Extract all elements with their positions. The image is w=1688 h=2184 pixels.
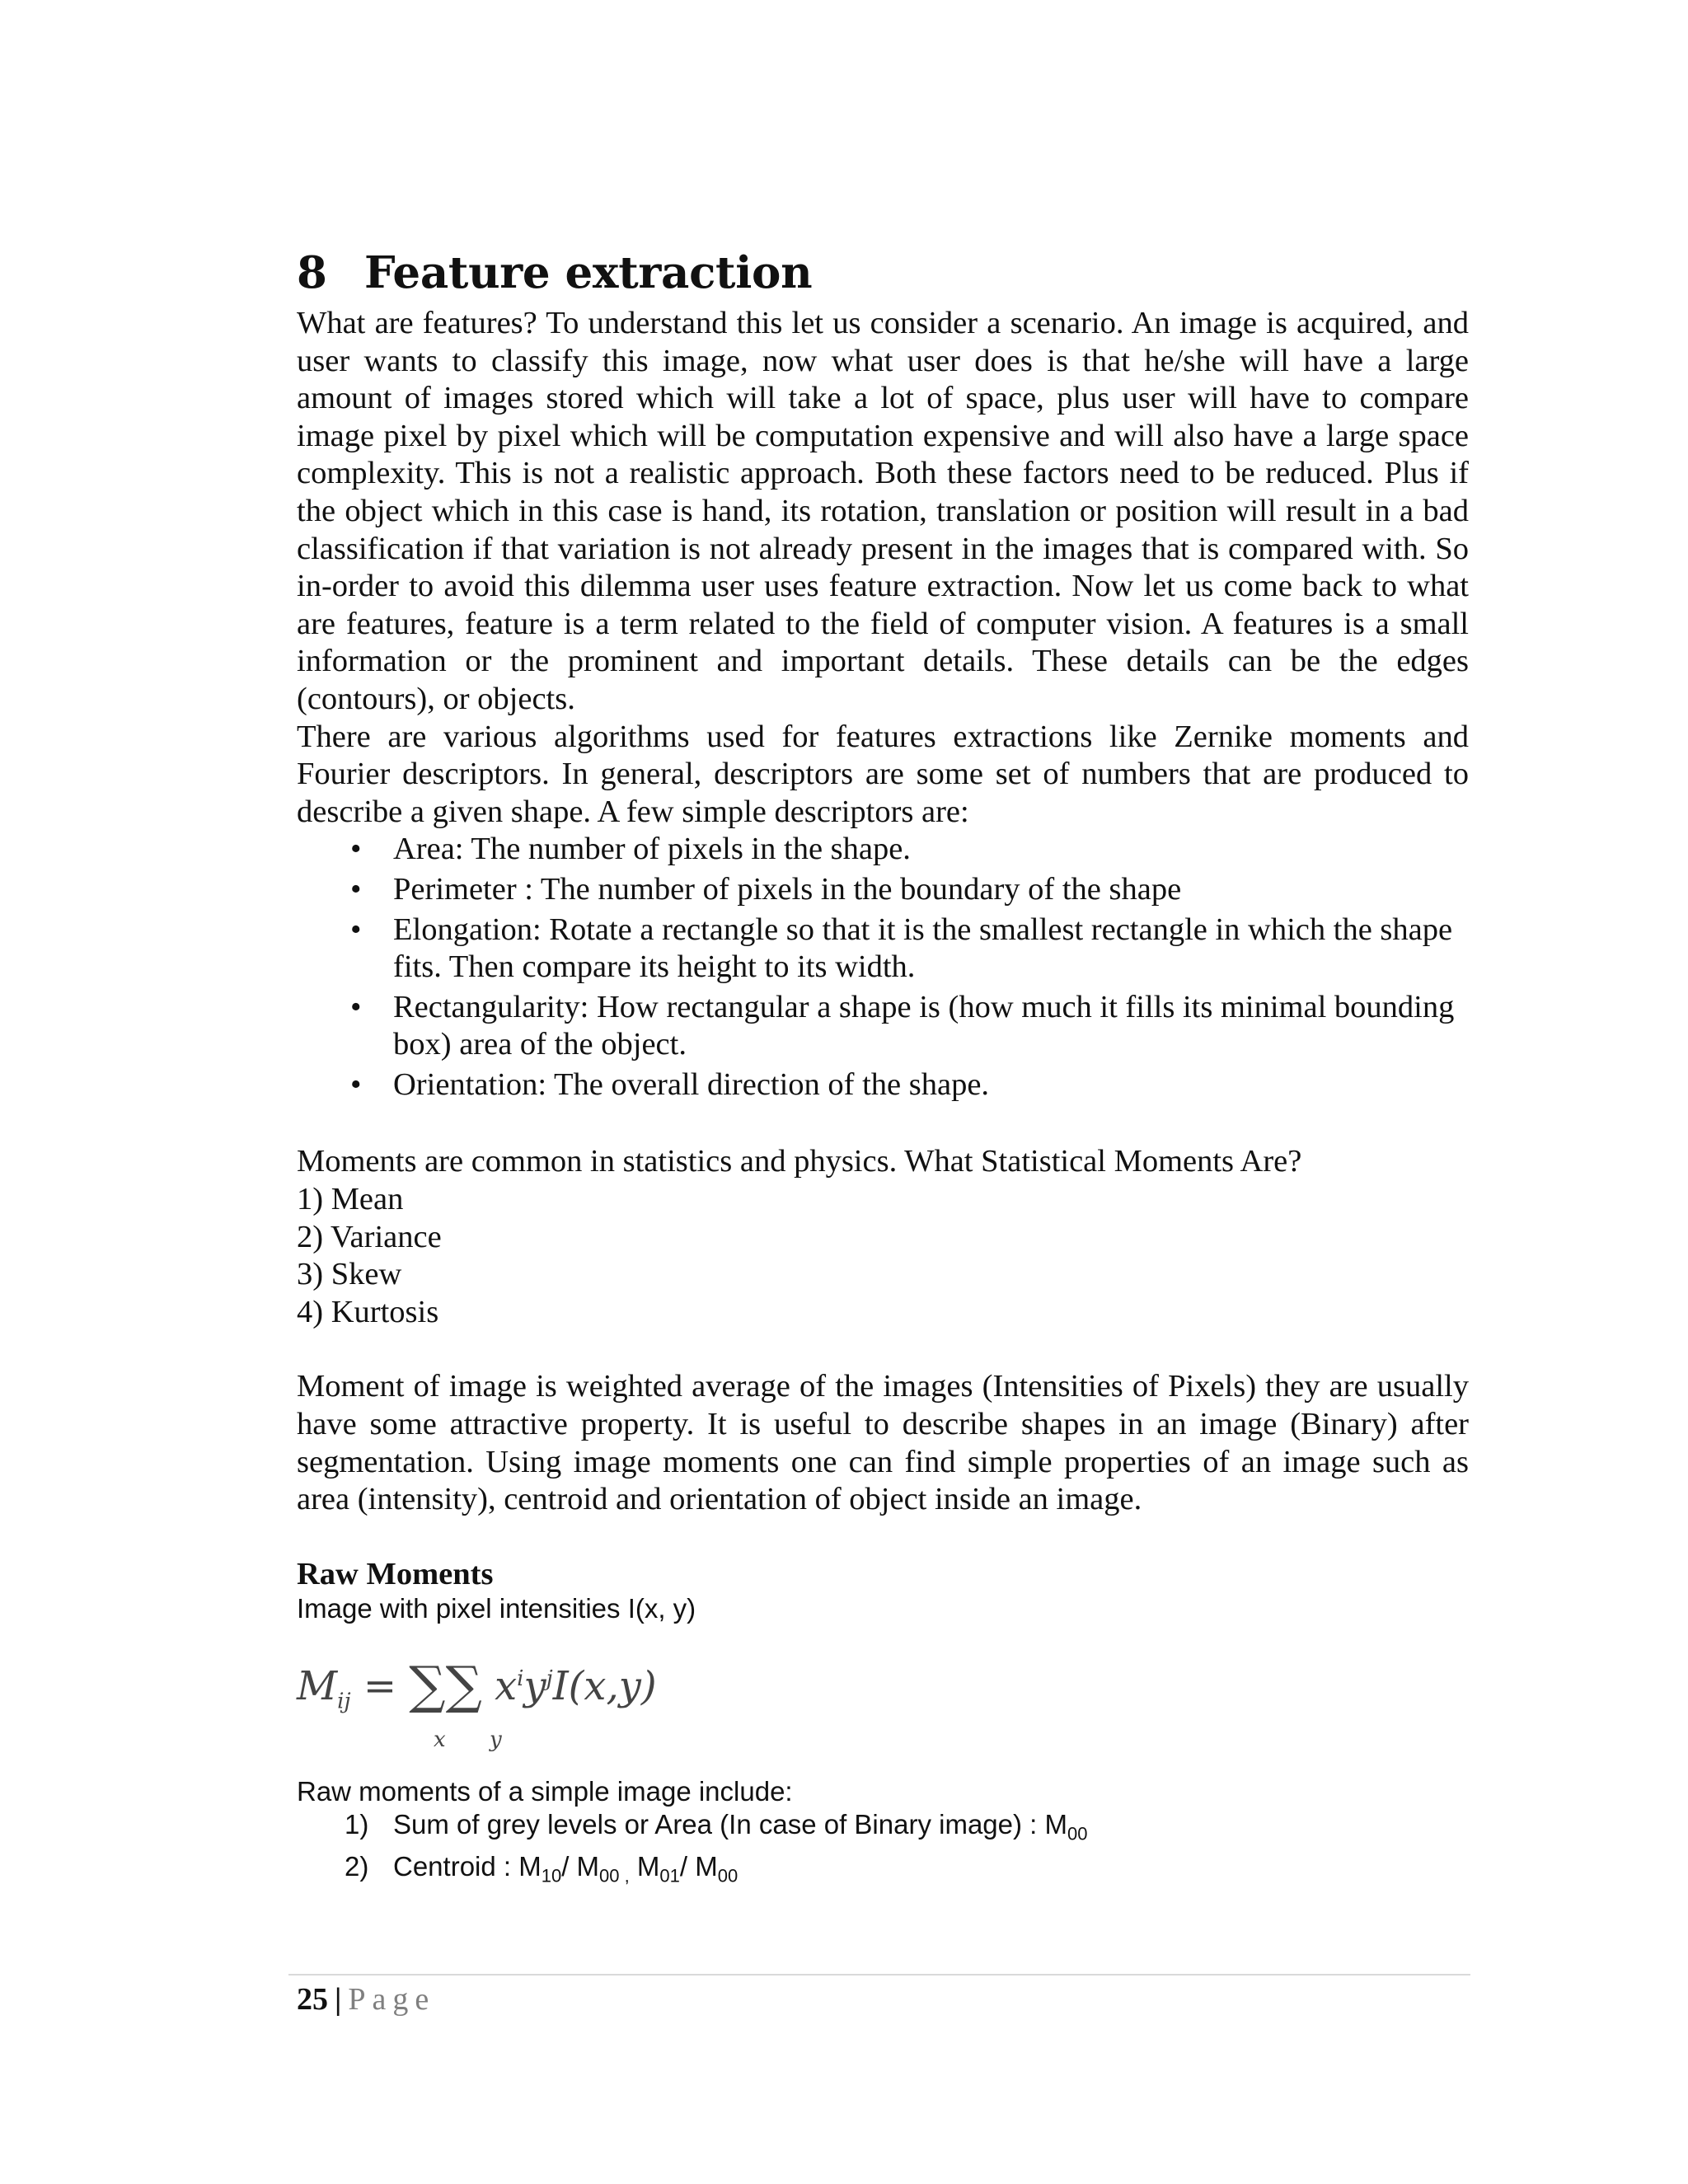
statistical-moments-list bbox=[297, 1181, 1469, 1331]
paragraph-statistical-moments: Moments are common in statistics and physics. What Statistical Moments Are? bbox=[297, 1144, 1302, 1179]
paragraph-image-moments: Moment of image is weighted average of the images (Intensities of Pixels) they are usually have some attractive property. It is useful to describe shapes in an image (Binary) after segmentation. Using image moments one can find simple properties of an image such as area (intensity), centroid and orientation of object inside an image. bbox=[297, 1369, 1469, 1517]
sum-symbol: ∑ bbox=[445, 1654, 482, 1715]
list-item: 2) Centroid : $M_{10}/$ $M_{00 ,}$ $M_{01}/$ $M_{00}$ bbox=[345, 1851, 738, 1886]
section-title: Feature extraction bbox=[364, 247, 813, 298]
list-item: • Elongation: Rotate a rectangle so that it is the smallest rectangle in which the shape fits. Then compare its height to its width. bbox=[350, 912, 1453, 985]
page-label: Page bbox=[348, 1982, 436, 2017]
list-item: 1) Sum of grey levels or Area (In case of Binary image) : $M_{00}$ bbox=[345, 1808, 1088, 1844]
raw-moments-list bbox=[297, 1808, 1469, 1893]
section-heading bbox=[297, 241, 1469, 305]
sum-index-y: y bbox=[490, 1727, 502, 1752]
list-item: • Perimeter : The number of pixels in the boundary of the shape bbox=[297, 871, 1469, 909]
bullet-icon: • bbox=[350, 912, 362, 947]
formula-expression: $M_{ij}$ = ∑∑ $x^iy^jI(x,y)$ bbox=[297, 1654, 657, 1715]
list-item: 2) Variance bbox=[297, 1219, 442, 1254]
footer-separator: | bbox=[335, 1982, 342, 2017]
list-item: • Area: The number of pixels in the shape. bbox=[297, 831, 1469, 869]
list-item: • Rectangularity: How rectangular a shape is (how much it fills its minimal bounding box) area of the object. bbox=[350, 989, 1455, 1062]
spacer bbox=[297, 1331, 1469, 1368]
bullet-icon: • bbox=[350, 832, 362, 867]
spacer bbox=[297, 1519, 1469, 1556]
spacer bbox=[297, 1106, 1469, 1143]
bullet-icon: • bbox=[350, 871, 362, 907]
raw-moments-list-intro: Raw moments of a simple image include: bbox=[297, 1775, 793, 1807]
raw-moments-heading: Raw Moments bbox=[297, 1556, 494, 1591]
paragraph-features-intro: What are features? To understand this let us consider a scenario. An image is acquired, and user wants to classify this image, now what user does is that he/she will have a large amount of images stored which will take a lot of space, plus user will have to compare image pixel by pixel which will be computation expensive and will also have a large space complexity. This is not a realistic approach. Both these factors need to be reduced. Plus if the object which in this case is hand, its rotation, translation or position will result in a bad classification if that variation is not already present in the images that is compared with. So in-order to avoid this dilemma user uses feature extraction. Now let us come back to what are features, feature is a term related to the field of computer vision. A features is a small information or the prominent and important details. These details can be the edges (contours), or objects. bbox=[297, 306, 1469, 716]
page-content bbox=[297, 241, 1469, 1893]
page-footer bbox=[297, 1976, 435, 2022]
list-item: 3) Skew bbox=[297, 1257, 402, 1292]
sum-symbol: ∑ bbox=[409, 1654, 446, 1715]
sum-index-x: x bbox=[434, 1727, 446, 1752]
footer-divider bbox=[288, 1974, 1470, 1975]
descriptor-bullet-list bbox=[297, 831, 1469, 1104]
raw-moments-intro: Image with pixel intensities I(x, y) bbox=[297, 1592, 696, 1624]
page-number: 25 bbox=[297, 1982, 328, 2017]
list-item: 1) Mean bbox=[297, 1182, 404, 1217]
section-number: 8 bbox=[297, 247, 327, 298]
bullet-icon: • bbox=[350, 1066, 362, 1102]
raw-moment-formula bbox=[297, 1645, 1469, 1769]
list-item: 4) Kurtosis bbox=[297, 1294, 439, 1329]
bullet-icon: • bbox=[350, 989, 362, 1024]
list-item: • Orientation: The overall direction of the shape. bbox=[297, 1066, 1469, 1104]
paragraph-descriptors: There are various algorithms used for features extractions like Zernike moments and Fourier descriptors. In general, descriptors are some set of numbers that are produced to describe a given shape. A few simple descriptors are: bbox=[297, 719, 1469, 829]
